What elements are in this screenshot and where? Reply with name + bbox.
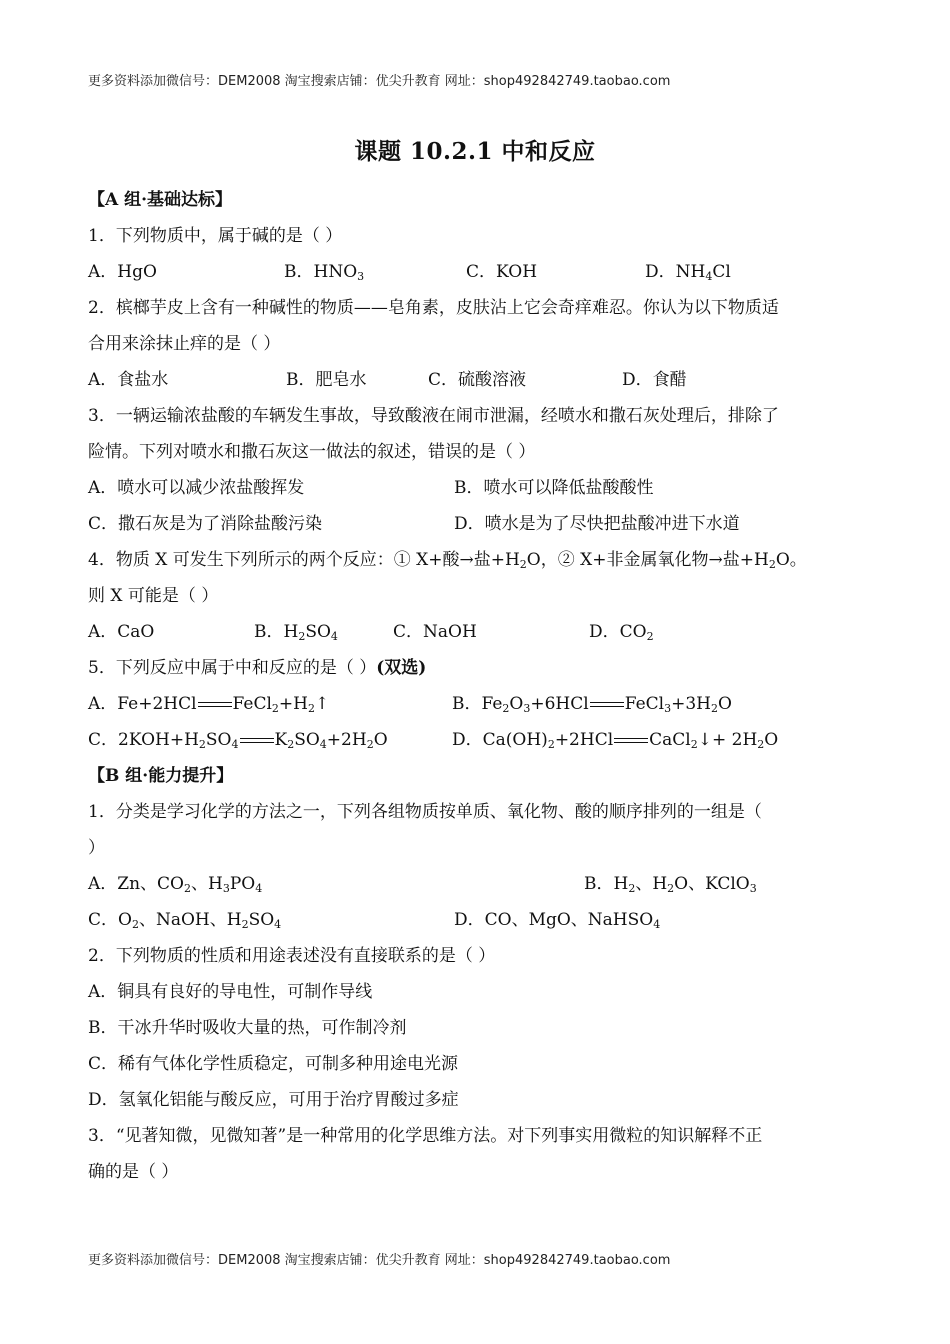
a-q3-option-a: A．喷水可以减少浓盐酸挥发 (88, 478, 305, 498)
b-q2-option-b: B．干冰升华时吸收大量的热，可作制冷剂 (88, 1018, 407, 1038)
page-header: 更多资料添加微信号：DEM2008 淘宝搜索店铺：优尖升教育 网址：shop492842749.taobao.com (88, 74, 671, 89)
equals-sign (198, 702, 232, 707)
page-title: 课题 10.2.1 中和反应 (354, 138, 596, 165)
a-q3-stem-line2: 险情。下列对喷水和撒石灰这一做法的叙述，错误的是（ ） (88, 442, 536, 462)
a-q4-option-d: D．$CO_2$ (589, 622, 654, 643)
double-choice-tag: (双选) (376, 658, 427, 678)
page-footer: 更多资料添加微信号：DEM2008 淘宝搜索店铺：优尖升教育 网址：shop492842749.taobao.com (88, 1253, 671, 1268)
b-q1-option-c: C．$O_2$、NaOH、$H_2SO_4$ (88, 910, 282, 931)
a-q4-option-b: B．$H_2SO_4$ (254, 622, 338, 643)
a-q5-stem: 5．下列反应中属于中和反应的是（ ）(双选) (88, 658, 427, 678)
a-q3-stem-line1: 3．一辆运输浓盐酸的车辆发生事故，导致酸液在闹市泄漏，经喷水和撒石灰处理后，排除了 (88, 406, 779, 426)
section-a-heading: 【A 组·基础达标】 (88, 190, 233, 210)
a-q4-option-a: A．CaO (88, 622, 155, 642)
a-q1-option-c: C．KOH (466, 262, 538, 282)
equals-sign (590, 702, 624, 707)
a-q2-option-b: B．肥皂水 (286, 370, 367, 390)
equals-sign (614, 738, 648, 743)
a-q2-stem-line2: 合用来涂抹止痒的是（ ） (88, 334, 281, 354)
b-q1-option-d: D．CO、MgO、NaHSO$_4$ (454, 910, 661, 931)
b-q1-stem-line1: 1．分类是学习化学的方法之一，下列各组物质按单质、氧化物、酸的顺序排列的一组是（ (88, 802, 762, 822)
a-q4-stem-line1: 4．物质 X 可发生下列所示的两个反应：① X+酸→盐$+H_2O$，② X+非金属氧化物→盐$+H_2O$。 (88, 550, 807, 571)
b-q2-option-d: D．氢氧化铝能与酸反应，可用于治疗胃酸过多症 (88, 1090, 459, 1110)
b-q1-option-a: A．Zn、$CO_2$、$H_3PO_4$ (88, 874, 263, 895)
a-q3-option-d: D．喷水是为了尽快把盐酸冲进下水道 (454, 514, 740, 534)
a-q5-option-d: D．$Ca(OH)_2+2HCl$ CaCl$_2$↓+ $2H_2O$ (452, 730, 779, 751)
a-q3-option-c: C．撒石灰是为了消除盐酸污染 (88, 514, 323, 534)
b-q2-option-c: C．稀有气体化学性质稳定，可制多种用途电光源 (88, 1054, 459, 1074)
b-q1-option-b: B．$H_2$、$H_2O$、KClO$_3$ (584, 874, 757, 895)
equals-sign (240, 738, 274, 743)
a-q5-option-a: A．Fe+2HCl $FeCl_2+H_2↑$ (88, 694, 330, 715)
a-q5-option-c: C．$2KOH+H_2SO_4$ $K_2SO_4+2H_2O$ (88, 730, 388, 751)
a-q1-stem: 1．下列物质中，属于碱的是（ ） (88, 226, 343, 246)
a-q5-option-b: B．$Fe_2O_3+6HCl$ $FeCl_3+3H_2O$ (452, 694, 732, 715)
a-q2-option-d: D．食醋 (622, 370, 687, 390)
b-q3-stem-line1: 3．“见著知微，见微知著”是一种常用的化学思维方法。对下列事实用微粒的知识解释不正 (88, 1126, 763, 1146)
a-q4-stem-line2: 则 X 可能是（ ） (88, 586, 219, 606)
a-q1-option-d: D．$NH_4Cl$ (645, 262, 731, 283)
a-q2-option-a: A．食盐水 (88, 370, 169, 390)
b-q3-stem-line2: 确的是（ ） (88, 1162, 179, 1182)
b-q1-stem-line2: ） (88, 838, 105, 858)
section-b-heading: 【B 组·能力提升】 (88, 766, 234, 786)
a-q3-option-b: B．喷水可以降低盐酸酸性 (454, 478, 654, 498)
a-q1-option-b: B．$HNO_3$ (284, 262, 365, 283)
a-q2-option-c: C．硫酸溶液 (428, 370, 527, 390)
a-q4-option-c: C．NaOH (393, 622, 477, 642)
b-q2-stem: 2．下列物质的性质和用途表述没有直接联系的是（ ） (88, 946, 496, 966)
a-q1-option-a: A．HgO (88, 262, 157, 282)
b-q2-option-a: A．铜具有良好的导电性，可制作导线 (88, 982, 373, 1002)
a-q2-stem-line1: 2．槟榔芋皮上含有一种碱性的物质——皂角素，皮肤沾上它会奇痒难忍。你认为以下物质适 (88, 298, 779, 318)
